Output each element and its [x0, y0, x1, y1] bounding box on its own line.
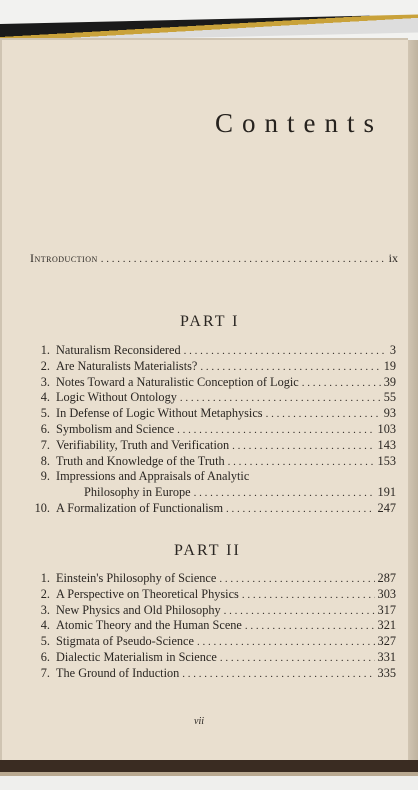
toc-entry [28, 501, 396, 517]
toc-entry [28, 422, 396, 438]
dot-leader [200, 360, 380, 376]
entry-number: 2. [40, 358, 50, 373]
page-title: Contents [215, 108, 384, 138]
entry-page: 303 [377, 586, 396, 601]
entry-number: 3. [40, 602, 50, 617]
entry-title: Truth and Knowledge of the Truth [56, 453, 225, 468]
entry-number: 1. [40, 571, 50, 585]
entry-number: 4. [40, 618, 50, 633]
entry-title: Naturalism Reconsidered [56, 343, 181, 357]
toc-entry [28, 343, 396, 359]
entry-page: 335 [377, 665, 396, 680]
dot-leader [194, 486, 375, 502]
entry-page: 321 [377, 618, 396, 633]
entry-number: 3. [40, 374, 50, 389]
entry-page: 143 [377, 437, 396, 452]
entry-title-continuation: Philosophy in Europe [84, 485, 191, 500]
entry-page: 55 [383, 390, 396, 405]
toc-entry [28, 454, 396, 470]
entry-title: Atomic Theory and the Human Scene [56, 618, 242, 633]
entry-number: 6. [40, 421, 50, 436]
introduction-label: Introduction [30, 251, 98, 265]
toc-entry [28, 469, 396, 485]
entry-title: Stigmata of Pseudo-Science [56, 634, 194, 649]
entry-number: 10. [34, 500, 50, 515]
part-one-heading: PART I [180, 313, 240, 330]
entry-number: 7. [40, 437, 50, 452]
page-number: vii [194, 716, 204, 727]
entry-title: Logic Without Ontology [56, 390, 177, 405]
entry-number: 5. [40, 406, 50, 421]
dot-leader [184, 344, 387, 360]
dot-leader [219, 572, 374, 588]
dot-leader [224, 604, 375, 620]
toc-entry [28, 359, 396, 375]
entry-page: 317 [377, 602, 396, 617]
entry-title: Notes Toward a Naturalistic Conception of Logic [56, 374, 299, 389]
entry-page: 331 [377, 649, 396, 664]
entry-title: In Defense of Logic Without Metaphysics [56, 406, 263, 421]
dot-leader [182, 667, 374, 683]
dot-leader [266, 407, 381, 423]
dot-leader [180, 391, 381, 407]
toc-entry [28, 618, 396, 634]
entry-title: Einstein's Philosophy of Science [56, 571, 217, 585]
entry-number: 6. [40, 649, 50, 664]
entry-number: 9. [40, 469, 50, 484]
entry-page: 247 [377, 500, 396, 515]
entry-page: 103 [377, 421, 396, 436]
entry-page: 19 [383, 358, 396, 373]
part-two-heading: PART II [174, 542, 241, 559]
toc-entry [28, 603, 396, 619]
introduction-page: ix [388, 251, 398, 265]
toc-entry [28, 650, 396, 666]
toc-entry [28, 587, 396, 603]
entry-number: 8. [40, 453, 50, 468]
entry-number: 5. [40, 634, 50, 649]
dot-leader [232, 439, 374, 455]
entry-title: A Formalization of Functionalism [56, 500, 224, 515]
toc-entry [28, 390, 396, 406]
entry-title: The Ground of Induction [56, 665, 180, 680]
toc-entry [28, 634, 396, 650]
dot-leader [220, 651, 375, 667]
entry-title: New Physics and Old Philosophy [56, 602, 221, 617]
dot-leader [101, 253, 386, 265]
entry-number: 4. [40, 390, 50, 405]
entry-page: 93 [383, 406, 396, 421]
introduction-entry [30, 251, 398, 266]
dot-leader [177, 423, 374, 439]
part-two-list [28, 571, 396, 682]
part-one-list [28, 343, 396, 517]
toc-entry [28, 438, 396, 454]
dot-leader [302, 376, 381, 392]
dot-leader [242, 588, 375, 604]
dot-leader [245, 619, 375, 635]
toc-entry [28, 666, 396, 682]
entry-number: 1. [40, 343, 50, 357]
toc-entry [28, 375, 396, 391]
entry-title: Impressions and Appraisals of Analytic [56, 469, 250, 484]
dot-leader [197, 635, 375, 651]
entry-page: 327 [377, 634, 396, 649]
entry-number: 7. [40, 665, 50, 680]
entry-title: Verifiability, Truth and Verification [56, 437, 230, 452]
entry-page: 39 [383, 374, 396, 389]
dot-leader [228, 455, 375, 471]
entry-title: A Perspective on Theoretical Physics [56, 586, 239, 601]
entry-page: 191 [377, 485, 396, 500]
toc-entry-continuation [28, 485, 396, 501]
entry-title: Are Naturalists Materialists? [56, 358, 198, 373]
entry-title: Dialectic Materialism in Science [56, 649, 217, 664]
book-bottom-shadow [0, 760, 418, 790]
entry-page: 287 [377, 571, 396, 585]
toc-entry [28, 406, 396, 422]
toc-entry [28, 571, 396, 587]
entry-page: 153 [377, 453, 396, 468]
entry-number: 2. [40, 586, 50, 601]
entry-title: Symbolism and Science [56, 421, 175, 436]
dot-leader [226, 502, 375, 518]
entry-page: 3 [389, 343, 396, 357]
